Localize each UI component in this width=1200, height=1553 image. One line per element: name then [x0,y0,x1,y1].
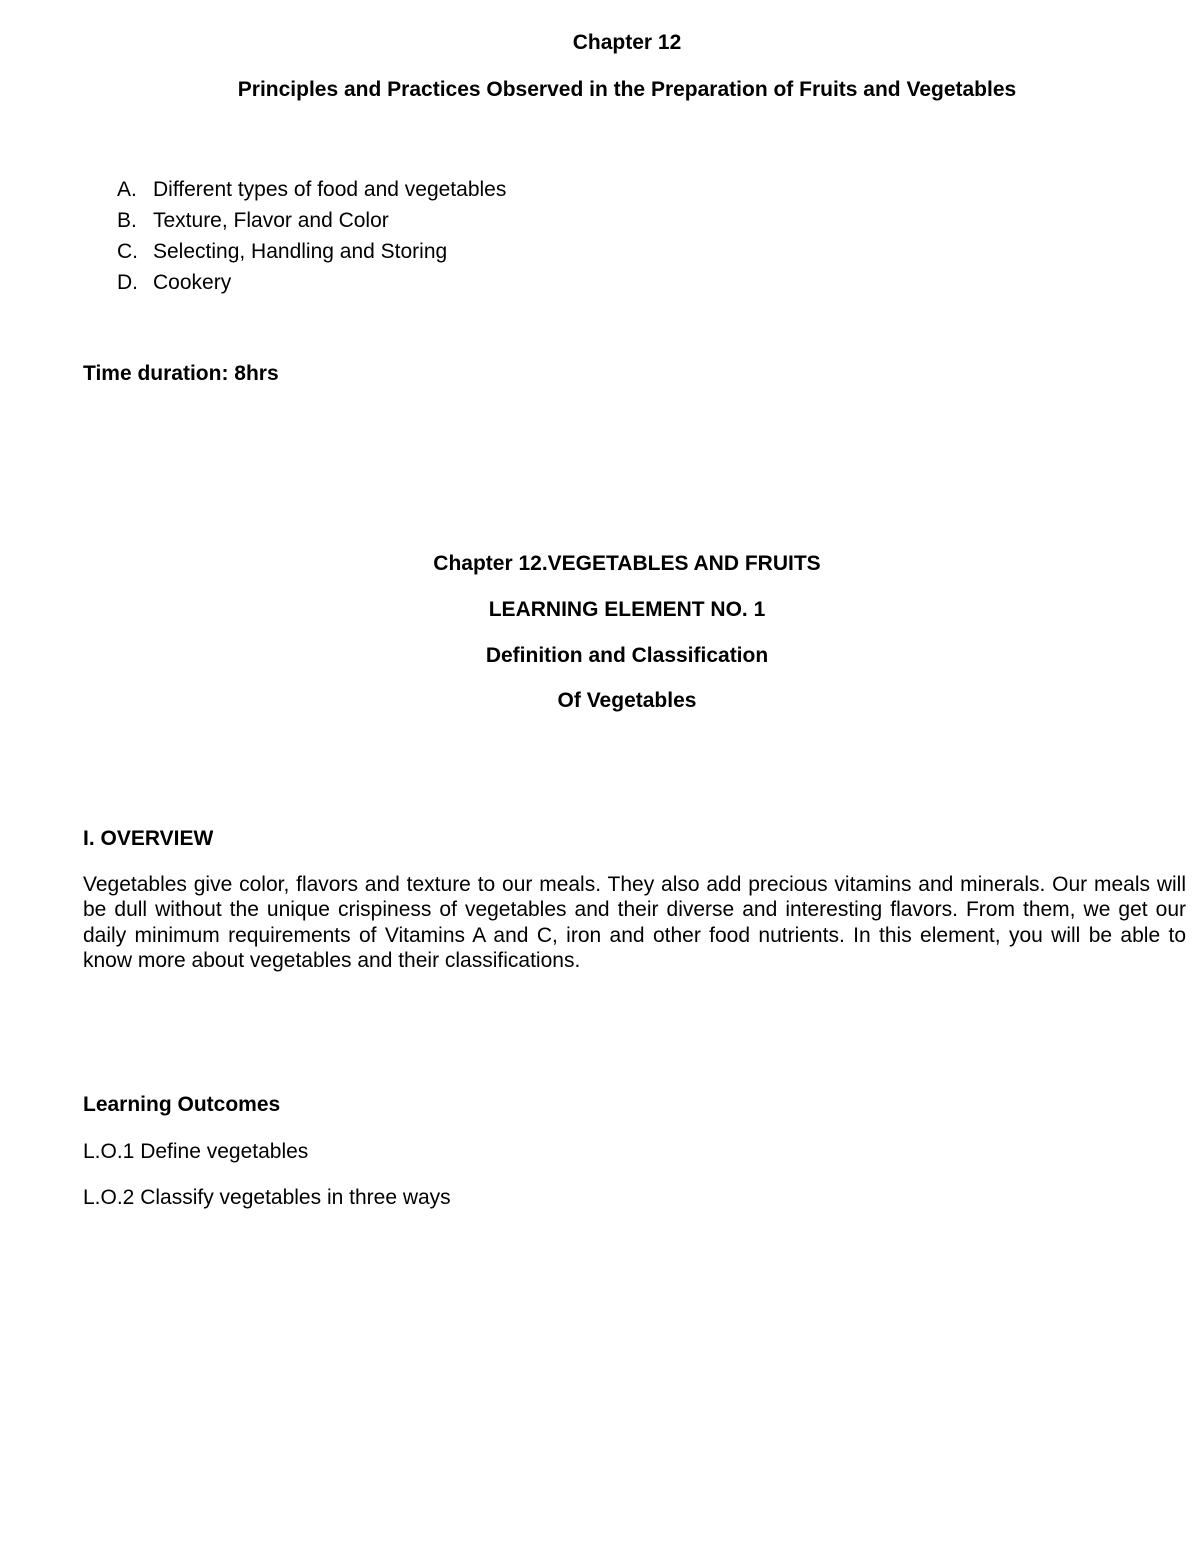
learning-outcome-item: L.O.2 Classify vegetables in three ways [83,1186,451,1209]
section-chapter-title: Chapter 12.VEGETABLES AND FRUITS [433,552,821,575]
list-item-text: Cookery [153,271,232,294]
overview-paragraph: Vegetables give color, flavors and texture to our meals. They also add precious vitamins and minerals. Our meals will be dull without the unique crispiness of vegetables and their diverse and interesting flavors. From them, we get our daily minimum requirements of Vitamins A and C, iron and other food nutrients. In this element, you will be able to know more about vegetables and their classifications. [83,873,1186,973]
chapter-title: Principles and Practices Observed in the Preparation of Fruits and Vegetables [237,78,1017,101]
topic-title-line-1: Definition and Classification [485,644,769,667]
topic-list [117,174,506,298]
list-item-text: Different types of food and vegetables [153,178,507,201]
list-item-letter: A. [117,178,137,201]
list-item-letter: B. [117,209,137,232]
learning-outcome-item: L.O.1 Define vegetables [83,1140,309,1163]
chapter-heading: Chapter 12 [572,31,682,54]
list-item [117,267,506,298]
time-duration: Time duration: 8hrs [83,362,279,385]
list-item-text: Selecting, Handling and Storing [153,240,448,263]
learning-outcomes-heading: Learning Outcomes [83,1093,281,1116]
list-item-letter: C. [117,240,138,263]
learning-element-label: LEARNING ELEMENT NO. 1 [488,598,766,621]
overview-heading: I. OVERVIEW [83,827,214,850]
topic-title-line-2: Of Vegetables [557,689,697,712]
list-item [117,236,506,267]
list-item [117,205,506,236]
list-item [117,174,506,205]
list-item-letter: D. [117,271,138,294]
list-item-text: Texture, Flavor and Color [153,209,389,232]
